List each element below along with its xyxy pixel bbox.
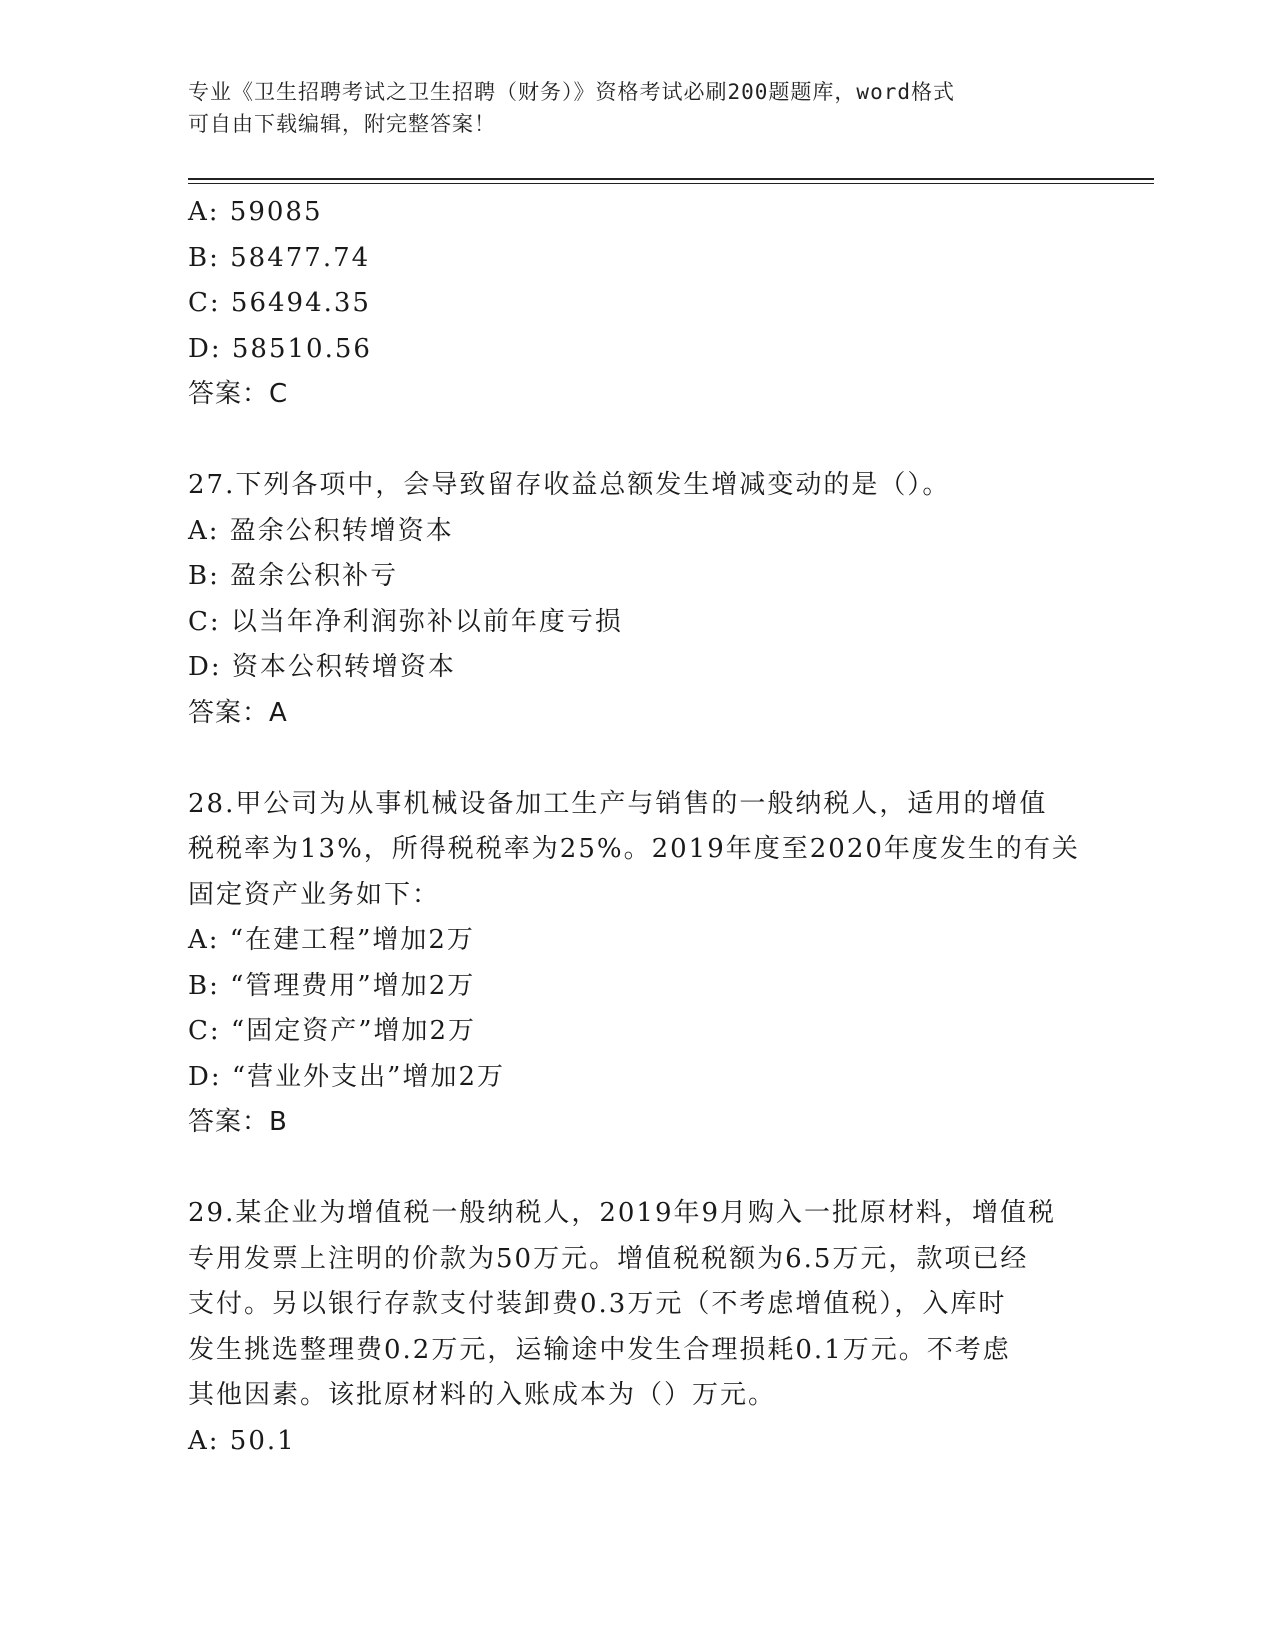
question-stem-line: 29.某企业为增值税一般纳税人，2019年9月购入一批原材料，增值税 — [188, 1198, 1057, 1228]
question-26 — [188, 190, 1088, 418]
option-b: B: 58477.74 — [188, 242, 371, 273]
option-a: A: 盈余公积转增资本 — [188, 515, 454, 546]
option-d: D: 58510.56 — [188, 333, 372, 364]
option-a: A: 59085 — [188, 197, 323, 227]
option-a: A: 50.1 — [188, 1425, 296, 1456]
spacer — [188, 736, 1088, 782]
option-c: C: “固定资产”增加2万 — [188, 1016, 477, 1046]
option-c: C: 56494.35 — [188, 288, 371, 318]
question-29 — [188, 1191, 1088, 1464]
spacer — [188, 418, 1088, 464]
answer-label: 答案：C — [188, 379, 289, 409]
option-b: B: 盈余公积补亏 — [188, 561, 399, 591]
document-header — [188, 76, 1068, 140]
header-rule-thick — [188, 178, 1154, 180]
option-d: D: “营业外支出”增加2万 — [188, 1061, 505, 1092]
question-stem-line: 其他因素。该批原材料的入账成本为（）万元。 — [188, 1380, 777, 1410]
question-stem-line: 固定资产业务如下： — [188, 879, 441, 910]
header-rule-thin — [188, 183, 1154, 184]
option-a: A: “在建工程”增加2万 — [188, 925, 475, 955]
header-title-line-2: 可自由下载编辑，附完整答案！ — [188, 112, 496, 136]
question-content — [188, 190, 1088, 1464]
option-b: B: “管理费用”增加2万 — [188, 970, 476, 1001]
question-stem-line: 支付。另以银行存款支付装卸费0.3万元（不考虑增值税），入库时 — [188, 1289, 1007, 1319]
answer-label: 答案：A — [188, 697, 288, 728]
answer-label: 答案：B — [188, 1107, 288, 1137]
question-stem-line: 专用发票上注明的价款为50万元。增值税税额为6.5万元，款项已经 — [188, 1243, 1029, 1274]
option-c: C: 以当年净利润弥补以前年度亏损 — [188, 606, 623, 637]
option-d: D: 资本公积转增资本 — [188, 652, 456, 682]
spacer — [188, 1146, 1088, 1192]
question-stem-line: 税税率为13%，所得税税率为25%。2019年度至2020年度发生的有关 — [188, 834, 1080, 864]
question-stem-line: 28.甲公司为从事机械设备加工生产与销售的一般纳税人，适用的增值 — [188, 788, 1048, 819]
header-title-line-1: 专业《卫生招聘考试之卫生招聘（财务）》资格考试必刷200题题库，word格式 — [188, 80, 955, 104]
question-stem: 27.下列各项中，会导致留存收益总额发生增减变动的是（）。 — [188, 470, 951, 500]
question-stem-line: 发生挑选整理费0.2万元，运输途中发生合理损耗0.1万元。不考虑 — [188, 1334, 1011, 1365]
question-27 — [188, 463, 1088, 736]
question-28 — [188, 782, 1088, 1146]
